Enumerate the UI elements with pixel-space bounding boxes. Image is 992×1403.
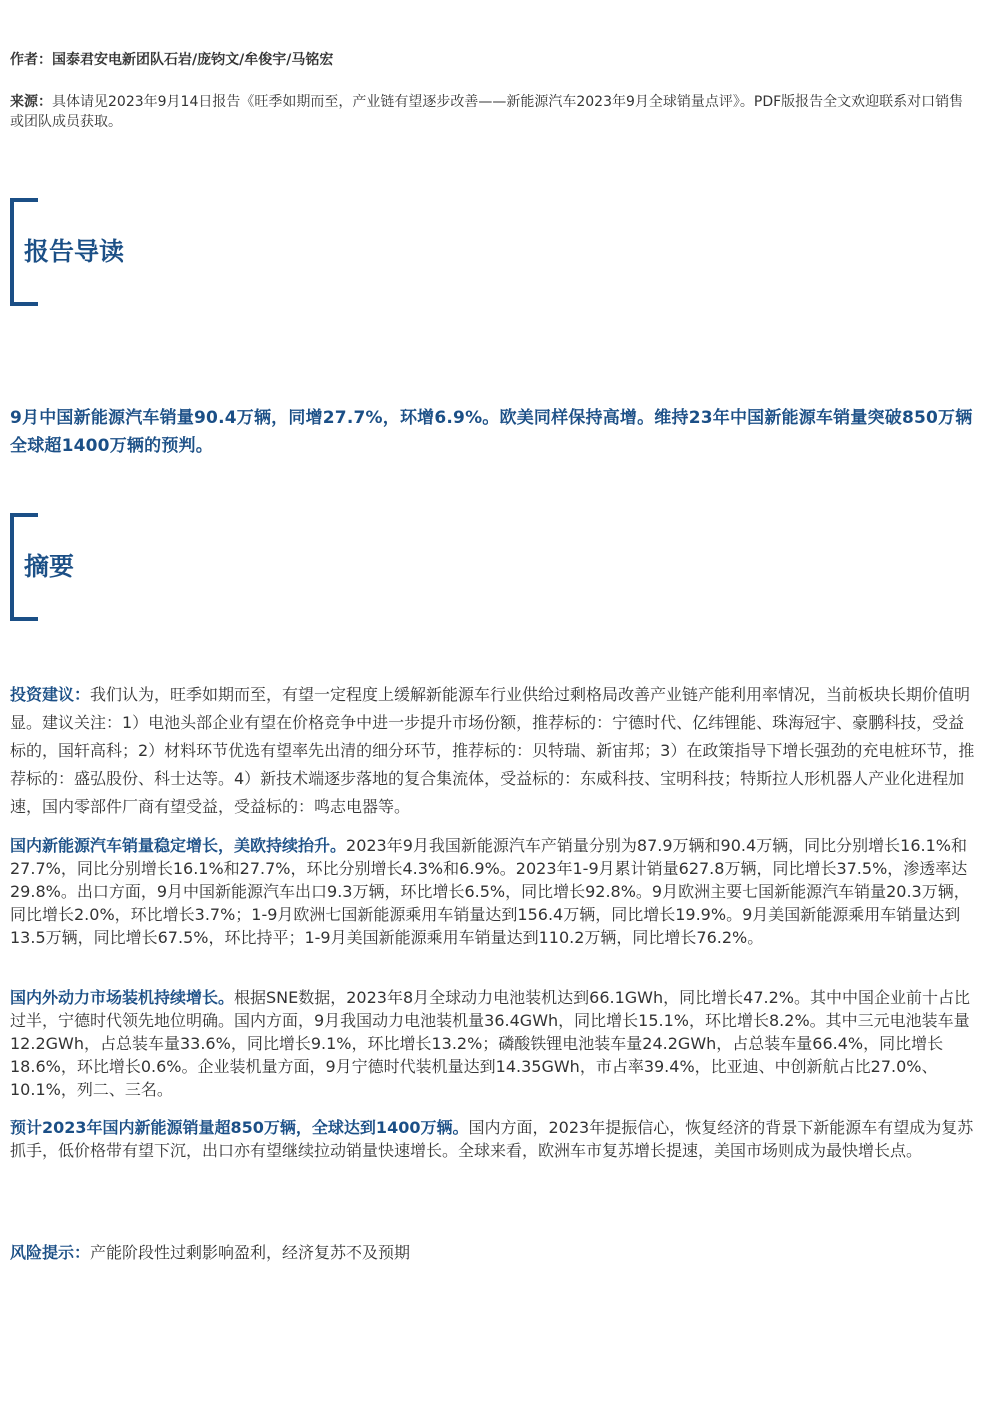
paragraph-body: 2023年9月我国新能源汽车产销量分别为87.9万辆和90.4万辆，同比分别增长16.1%和27.7%，同比分别增长16.1%和27.7%，环比分别增长4.3%和6.9%。2023年1-9月累计销量627.8万辆，同比增长37.5%，渗透率达29.8%。出口方面，9月中国新能源汽车出口9.3万辆，环比增长6.5%，同比增长92.8%。9月欧洲主要七国新能源汽车销量20.3万辆，同比增长2.0%，环比增长3.7%；1-9月欧洲七国新能源乘用车销量达到156.4万辆，同比增长19.9%。9月美国新能源乘用车销量达到13.5万辆，同比增长67.5%，环比持平；1-9月美国新能源乘用车销量达到110.2万辆，同比增长76.2%。 xyxy=(10,836,970,947)
paragraph-body: 国内方面，2023年提振信心，恢复经济的背景下新能源车有望成为复苏抓手，低价格带有望下沉，出口亦有望继续拉动销量快速增长。全球来看，欧洲车市复苏增长提速，美国市场则成为最快增长点。 xyxy=(10,1118,974,1160)
summary-section-header xyxy=(10,513,310,625)
paragraph-body: 我们认为，旺季如期而至，有望一定程度上缓解新能源车行业供给过剩格局改善产业链产能利用率情况，当前板块长期价值明显。建议关注：1）电池头部企业有望在价格竞争中进一步提升市场份额，推荐标的：宁德时代、亿纬锂能、珠海冠宇、豪鹏科技，受益标的，国轩高科；2）材料环节优选有望率先出清的细分环节，推荐标的：贝特瑞、新宙邦；3）在政策指导下增长强劲的充电桩环节，推荐标的：盛弘股份、科士达等。4）新技术端逐步落地的复合集流体，受益标的：东威科技、宝明科技；特斯拉人形机器人产业化进程加速，国内零部件厂商有望受益，受益标的：鸣志电器等。 xyxy=(10,685,975,816)
source-line xyxy=(10,92,976,132)
forecast-paragraph xyxy=(10,1116,980,1162)
paragraph-heading: 投资建议： xyxy=(10,685,91,704)
battery-installation-paragraph xyxy=(10,986,980,1101)
risk-paragraph xyxy=(10,1241,980,1264)
investment-advice-paragraph xyxy=(10,681,980,821)
guide-title: 报告导读 xyxy=(24,237,125,266)
source-label: 来源： xyxy=(10,94,52,110)
author-names: 国泰君安电新团队石岩/庞钧文/牟俊宇/马铭宏 xyxy=(52,52,334,68)
domestic-sales-paragraph xyxy=(10,834,980,949)
paragraph-heading: 国内新能源汽车销量稳定增长，美欧持续抬升。 xyxy=(10,836,347,855)
paragraph-body: 根据SNE数据，2023年8月全球动力电池装机达到66.1GWh，同比增长47.2%。其中中国企业前十占比过半，宁德时代领先地位明确。国内方面，9月我国动力电池装机量36.4GWh，同比增长15.1%，环比增长8.2%。其中三元电池装车量12.2GWh，占总装车量33.6%，同比增长9.1%，环比增长13.2%；磷酸铁锂电池装车量24.2GWh，占总装车量66.4%，同比增长18.6%，环比增长0.6%。企业装机量方面，9月宁德时代装机量达到14.35GWh，市占率39.4%，比亚迪、中创新航占比27.0%、10.1%，列二、三名。 xyxy=(10,988,970,1099)
summary-title: 摘要 xyxy=(24,552,75,581)
source-text: 具体请见2023年9月14日报告《旺季如期而至，产业链有望逐步改善——新能源汽车2023年9月全球销量点评》。PDF版报告全文欢迎联系对口销售或团队成员获取。 xyxy=(10,94,964,130)
author-line xyxy=(10,50,976,70)
paragraph-heading: 预计2023年国内新能源销量超850万辆，全球达到1400万辆。 xyxy=(10,1118,469,1137)
lead-summary: 9月中国新能源汽车销量90.4万辆，同增27.7%，环增6.9%。欧美同样保持高增。维持23年中国新能源车销量突破850万辆全球超1400万辆的预判。 xyxy=(10,408,973,456)
paragraph-heading: 风险提示： xyxy=(10,1243,91,1262)
paragraph-heading: 国内外动力市场装机持续增长。 xyxy=(10,988,235,1007)
paragraph-body: 产能阶段性过剩影响盈利，经济复苏不及预期 xyxy=(90,1243,411,1262)
author-label: 作者： xyxy=(10,52,52,68)
guide-section-header xyxy=(10,198,310,310)
